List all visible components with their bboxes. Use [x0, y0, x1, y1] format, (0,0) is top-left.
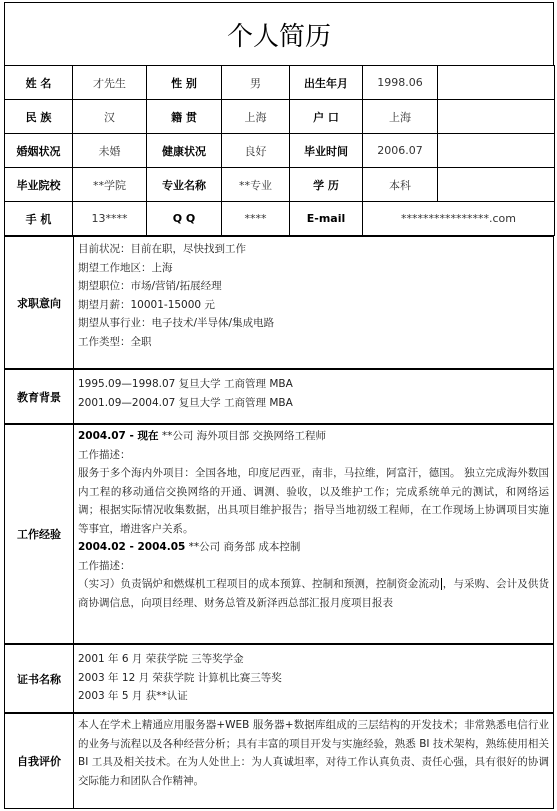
education-line: 1995.09—1998.07 复旦大学 工商管理 MBA: [78, 378, 293, 390]
job-intention-label: 求职意向: [5, 237, 74, 370]
info-value: ****************.com: [363, 202, 555, 236]
job1-period: 2004.07 - 现在: [78, 430, 159, 442]
info-label: 姓 名: [5, 66, 73, 100]
self-eval-section: [4, 712, 554, 809]
info-value: 1998.06: [363, 66, 438, 100]
info-label: E-mail: [290, 202, 363, 236]
text-caret: [441, 578, 442, 590]
info-label: 手 机: [5, 202, 73, 236]
job-intention-line: 期望职位：市场/营销/拓展经理: [78, 280, 222, 292]
resume-title: 个人简历: [4, 2, 554, 66]
info-value: 上海: [222, 100, 290, 134]
certificates-section: [4, 643, 554, 714]
photo-cell: [438, 168, 555, 202]
info-label: 籍 贯: [147, 100, 222, 134]
education-line: 2001.09—2004.07 复旦大学 工商管理 MBA: [78, 396, 293, 409]
work-section: [4, 423, 554, 645]
work-body: [74, 424, 553, 615]
job-intention-line: 目前状况：目前在职，尽快找到工作: [78, 243, 246, 255]
info-value: 本科: [363, 168, 438, 202]
info-value: 上海: [363, 100, 438, 134]
info-label: 民 族: [5, 100, 73, 134]
info-label: 健康状况: [147, 134, 222, 168]
info-label: 性 别: [147, 66, 222, 100]
info-label: 学 历: [290, 168, 363, 202]
certificates-body: [74, 644, 553, 709]
certificate-line: 2003 年 12 月 荣获学院 计算机比赛三等奖: [78, 671, 282, 684]
info-value: **学院: [73, 168, 147, 202]
job1-company: **公司 海外项目部 交换网络工程师: [158, 430, 327, 442]
info-row: [5, 134, 555, 168]
job-intention-body: [74, 237, 553, 354]
job2-desc-a: （实习）负责锅炉和燃煤机工程项目的成本预算、控制和预测，控制资金流动: [78, 578, 440, 590]
job1-desc-label: 工作描述：: [78, 448, 131, 461]
info-label: 毕业时间: [290, 134, 363, 168]
certificates-label: 证书名称: [5, 644, 74, 714]
info-value: 才先生: [73, 66, 147, 100]
info-row: [5, 100, 555, 134]
info-value: 男: [222, 66, 290, 100]
job2-period: 2004.02 - 2004.05: [78, 541, 186, 553]
job-intention-line: 期望工作地区：上海: [78, 261, 173, 274]
info-label: 专业名称: [147, 168, 222, 202]
certificate-line: 2003 年 5 月 获**认证: [78, 690, 188, 702]
info-row: [5, 168, 555, 202]
info-label: 毕业院校: [5, 168, 73, 202]
job2-desc-b: ，与采购、会计及供货商协调信息，向项目经理、财务总管及新泽西总部汇报月度项目报表: [78, 578, 550, 609]
self-eval-label: 自我评价: [5, 713, 74, 809]
education-section: [4, 368, 554, 425]
photo-cell: [438, 100, 555, 134]
job-intention-line: 期望从事行业：电子技术/半导体/集成电路: [78, 317, 275, 329]
certificate-line: 2001 年 6 月 荣获学院 三等奖学金: [78, 653, 244, 665]
work-label: 工作经验: [5, 424, 74, 645]
info-value: ****: [222, 202, 290, 236]
job2-company: **公司 商务部 成本控制: [185, 541, 301, 553]
self-eval-text: 本人在学术上精通应用服务器+WEB 服务器+数据库组成的三层结构的开发技术；非常熟悉电信行业的业务与流程以及各种经营分析；具有丰富的项目开发与实施经验，熟悉 BI 技术架构，熟练使用相关 BI 工具及相关技术。在为人处世上：为人真诚坦率，对待工作认真负责、责任心强，具有很好的协调交际能力和团队合作精神。: [78, 719, 549, 787]
education-label: 教育背景: [5, 369, 74, 425]
info-value: 未婚: [73, 134, 147, 168]
info-value: **专业: [222, 168, 290, 202]
info-row: [5, 66, 555, 100]
info-label: Q Q: [147, 202, 222, 236]
job-intention-line: 期望月薪：10001-15000 元: [78, 298, 215, 311]
info-label: 婚姻状况: [5, 134, 73, 168]
education-body: [74, 369, 553, 415]
info-row: [5, 202, 555, 236]
info-label: 出生年月: [290, 66, 363, 100]
photo-cell: [438, 134, 555, 168]
job-intention-line: 工作类型：全职: [78, 335, 152, 348]
basic-info-table: [4, 65, 555, 236]
photo-cell: [438, 66, 555, 100]
info-label: 户 口: [290, 100, 363, 134]
info-value: 汉: [73, 100, 147, 134]
info-value: 良好: [222, 134, 290, 168]
job-intention-section: [4, 236, 554, 370]
job2-desc-label: 工作描述：: [78, 559, 131, 572]
job1-desc: 服务于多个海内外项目：全国各地，印度尼西亚，南非，马拉维，阿富汗，德国。 独立完成海外数国内工程的移动通信交换网络的开通、调测、验收，以及维护工作；完成系统单元的测试，和网络运调；根据实际情况收集数据，出具项目维护报告；指导当地初级工程师，在工作现场上协调项目实施等事宜，增进客户关系。: [78, 467, 549, 535]
info-value: 2006.07: [363, 134, 438, 168]
info-value: 13****: [73, 202, 147, 236]
